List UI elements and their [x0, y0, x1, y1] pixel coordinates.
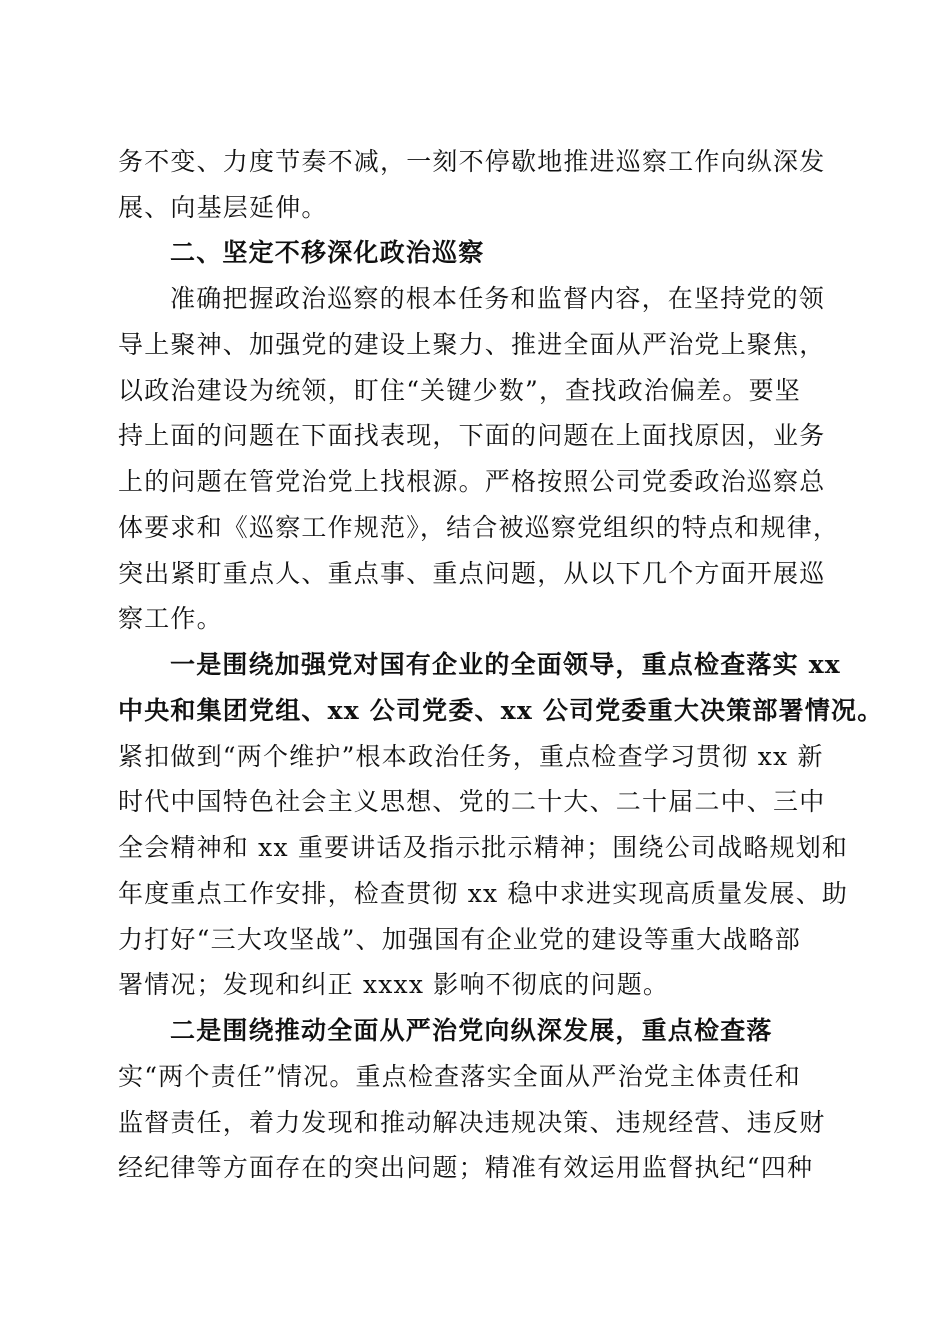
- text-line: 全会精神和 xx 重要讲话及指示批示精神；围绕公司战略规划和: [118, 833, 849, 862]
- text-line: 力打好“三大攻坚战”、加强国有企业党的建设等重大战略部: [118, 925, 801, 954]
- text-line: 时代中国特色社会主义思想、党的二十大、二十届二中、三中: [118, 787, 826, 816]
- text-line: 务不变、力度节奏不减，一刻不停歇地推进巡察工作向纵深发: [118, 147, 826, 176]
- text-line: 以政治建设为统领，盯住“关键少数”，查找政治偏差。要坚: [118, 376, 801, 405]
- text-line: 准确把握政治巡察的根本任务和监督内容，在坚持党的领: [170, 284, 826, 313]
- text-line: 察工作。: [118, 604, 223, 633]
- text-line: 展、向基层延伸。: [118, 193, 328, 222]
- text-line: 监督责任，着力发现和推动解决违规决策、违规经营、违反财: [118, 1108, 826, 1137]
- text-line: 年度重点工作安排，检查贯彻 xx 稳中求进实现高质量发展、助: [118, 879, 849, 908]
- text-line-bold: 中央和集团党组、xx 公司党委、xx 公司党委重大决策部署情况。: [118, 696, 884, 725]
- text-line: 突出紧盯重点人、重点事、重点问题，从以下几个方面开展巡: [118, 559, 826, 588]
- section-heading: 二、坚定不移深化政治巡察: [170, 238, 485, 267]
- text-line-bold: 一是围绕加强党对国有企业的全面领导，重点检查落实 xx: [170, 650, 841, 679]
- text-line: 实“两个责任”情况。重点检查落实全面从严治党主体责任和: [118, 1062, 801, 1091]
- text-line: 体要求和《巡察工作规范》，结合被巡察党组织的特点和规律，: [118, 513, 840, 542]
- text-line: 导上聚神、加强党的建设上聚力、推进全面从严治党上聚焦，: [118, 330, 826, 359]
- text-line: 经纪律等方面存在的突出问题；精准有效运用监督执纪“四种: [118, 1153, 814, 1182]
- text-line: 署情况；发现和纠正 xxxx 影响不彻底的问题。: [118, 970, 670, 999]
- text-line: 持上面的问题在下面找表现，下面的问题在上面找原因，业务: [118, 421, 826, 450]
- text-line-bold: 二是围绕推动全面从严治党向纵深发展，重点检查落: [170, 1016, 773, 1045]
- text-line: 上的问题在管党治党上找根源。严格按照公司党委政治巡察总: [118, 467, 826, 496]
- text-line: 紧扣做到“两个维护”根本政治任务，重点检查学习贯彻 xx 新: [118, 742, 824, 771]
